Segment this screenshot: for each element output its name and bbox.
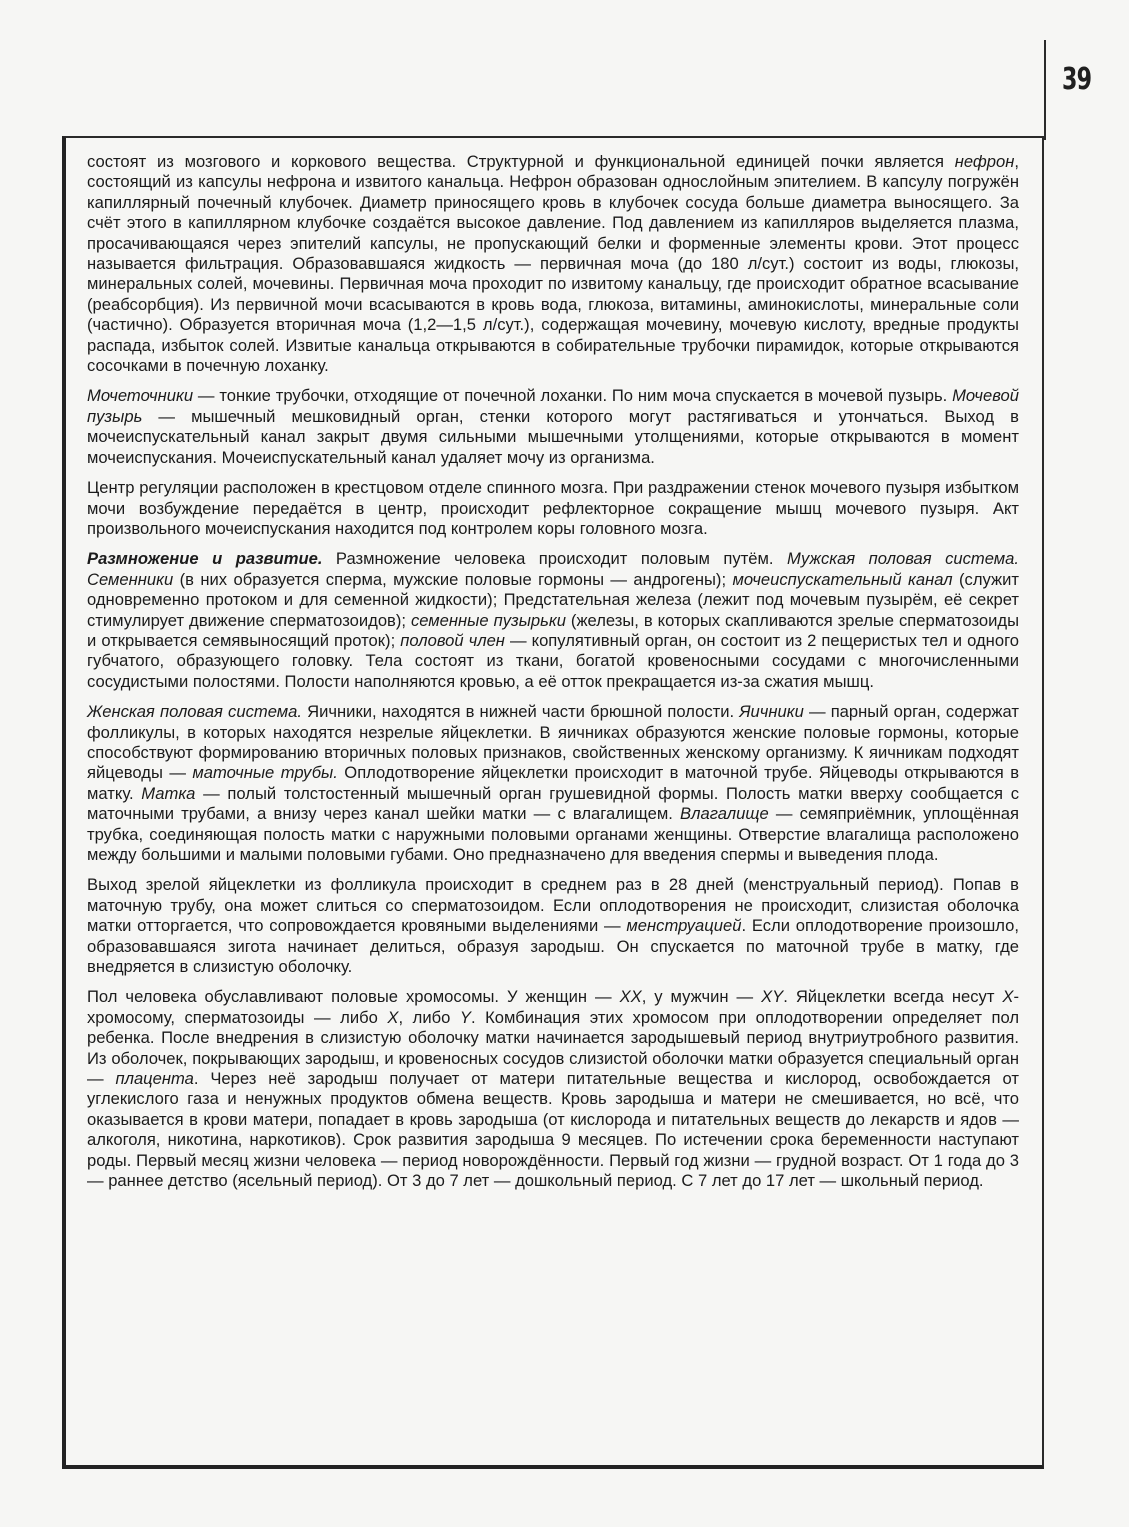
term-nephron: нефрон xyxy=(954,152,1015,171)
term-bladder: Мочевой пузырь xyxy=(87,386,1019,426)
paragraph-regulation: Центр регуляции расположен в крестцовом отделе спинного мозга. При раздражении стенок мочевого пузыря избытком мочи возбуждение передаётся в центр, происходит рефлекторное сокращение мышц мочевого пузыря. Акт произвольного мочеиспускания находится под контролем коры головного мозга. xyxy=(87,478,1019,538)
paragraph-female-system: Женская половая система. Яичники, находятся в нижней части брюшной полости. Яичники — парный орган, содержат фолликулы, в которых находятся незрелые яйцеклетки. В яичниках образуются женские половые гормоны, которые способствуют формированию вторичных половых признаков, свойственных женскому организму. К яичникам подходят яйцеводы — маточные трубы. Оплодотворение яйцеклетки происходит в маточной трубе. Яйцеводы открываются в матку. Матка — полый толстостенный мышечный орган грушевидной формы. Полость матки вверху сообщается с маточными трубами, а внизу через канал шейки матки — с влагалищем. Влагалище — семяприёмник, уплощённая трубка, соединяющая полость матки с наружными половыми органами женщины. Отверстие влагалища расположено между большими и малыми половыми губами. Оно предназначено для введения спермы и выведения плода. xyxy=(87,702,1020,864)
paragraph-development: Пол человека обуславливают половые хромосомы. У женщин — XX, у мужчин — XY. Яйцеклетки всегда несут X-хромосому, сперматозоиды — либо X, либо Y. Комбинация этих хромосом при оплодотворении определяет пол ребенка. После внедрения в слизистую оболочку матки начинается зародышевый период внутриутробного развития. Из оболочек, покрывающих зародыш, и кровеносных сосудов слизистой оболочки матки образуется специальный орган — плацента. Через неё зародыш получает от матери питательные вещества и кислород, освобождается от углекислого газа и ненужных продуктов обмена веществ. Кровь зародыша и матери не смешивается, но всё, что оказывается в крови матери, попадает в кровь зародыша (от кислорода и питательных веществ до лекарств и ядов — алкоголя, никотина, наркотиков). Срок развития зародыша 9 месяцев. По истечении срока беременности наступают роды. Первый месяц жизни человека — период новорождённости. Первый год жизни — грудной возраст. От 1 года до 3 — раннее детство (ясельный период). От 3 до 7 лет — дошкольный период. С 7 лет до 17 лет — школьный период. xyxy=(87,987,1019,1191)
paragraph-kidney: состоят из мозгового и коркового вещества. Структурной и функциональной единицей почки является нефрон, состоящий из капсулы нефрона и извитого канальца. Нефрон образован однослойным эпителием. В капсулу погружён капиллярный почечный клубочек. Диаметр приносящего кровь в клубочек сосуда больше диаметра выносящего. За счёт этого в капиллярном клубочке создаётся высокое давление. Под давлением из капилляров выделяется плазма, просачивающаяся через эпителий капсулы, не пропускающий белки и форменные элементы крови. Этот процесс называется фильтрация. Образовавшаяся жидкость — первичная моча (до 180 л/сут.) состоит из воды, глюкозы, минеральных солей, мочевины. Первичная моча проходит по извитому канальцу, где происходит обратное всасывание (реабсорбция). Из первичной мочи всасываются в кровь вода, глюкоза, витамины, аминокислоты, минеральные соли (частично). Образуется вторичная моча (1,2—1,5 л/сут.), содержащая мочевину, мочевую кислоту, вредные продукты распада, избыток солей. Извитые канальца открываются в собирательные трубочки пирамидок, которые открываются сосочками в почечную лоханку. xyxy=(87,152,1019,376)
body-text xyxy=(87,152,1019,1202)
term-ureters: Мочеточники xyxy=(87,386,194,406)
section-heading-reproduction: Размножение и развитие. xyxy=(87,549,323,569)
paragraph-reproduction: Размножение и развитие. Размножение человека происходит половым путём. Мужская половая система. Семенники (в них образуется сперма, мужские половые гормоны — андрогены); мочеиспускательный канал (служит одновременно протоком и для семенной жидкости); Предстательная железа (лежит под мочевым пузырём, её секрет стимулирует движение сперматозоидов); семенные пузырьки (железы, в которых скапливаются зрелые сперматозоиды и открывается семявыносящий проток); половой член — копулятивный орган, он состоит из 2 пещеристых тел и одного губчатого, образующего головку. Тела состоят из ткани, богатой кровеносными сосудами с многочисленными сосудистыми полостями. Полости наполняются кровью, а её отток прекращается из-за сжатия мышц. xyxy=(87,549,1020,691)
paragraph-ureters: Мочеточники — тонкие трубочки, отходящие от почечной лоханки. По ним моча спускается в мочевой пузырь. Мочевой пузырь — мышечный мешковидный орган, стенки которого могут растягиваться и утончаться. Выход в мочеиспускательный канал закрыт двумя сильными мышечными утолщениями, которые открываются в момент мочеиспускания. Мочеиспускательный канал удаляет мочу из организма. xyxy=(87,386,1019,467)
page-number: 39 xyxy=(1062,62,1092,97)
page-edge-rule xyxy=(1044,40,1046,140)
paragraph-ovulation: Выход зрелой яйцеклетки из фолликула происходит в среднем раз в 28 дней (менструальный период). Попав в маточную трубу, она может слиться со сперматозоидом. Если оплодотворения не происходит, слизистая оболочка матки отторгается, что сопровождается кровяными выделениями — менструацией. Если оплодотворение произошло, образовавшаяся зигота начинает делиться, образуя зародыш. Он спускается по маточной трубе в матку, где внедряется в слизистую оболочку. xyxy=(87,875,1019,977)
